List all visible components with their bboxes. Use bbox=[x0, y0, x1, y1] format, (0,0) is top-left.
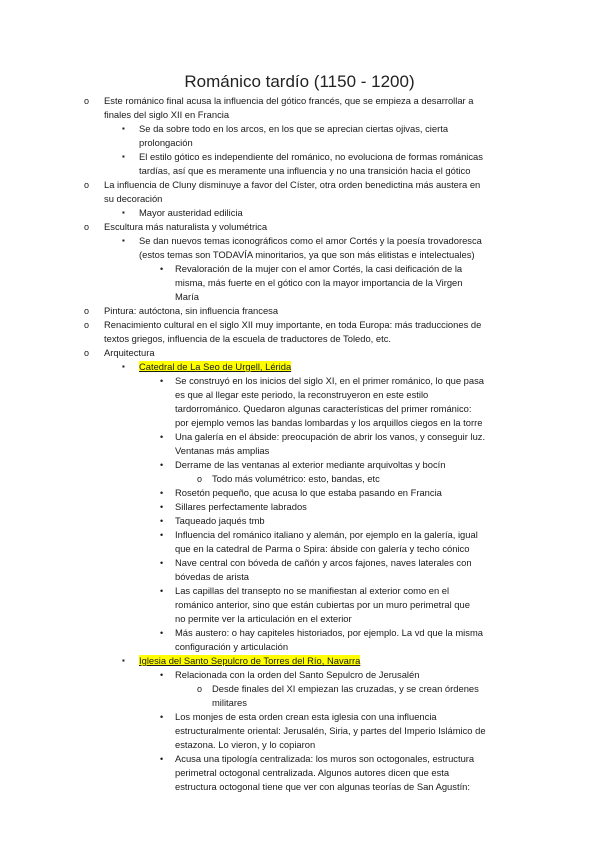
circle-bullet: o bbox=[84, 348, 90, 358]
text-line: textos griegos, influencia de la escuela de traductores de Toledo, etc. bbox=[104, 333, 391, 344]
circle-bullet: o bbox=[84, 320, 90, 330]
dot-bullet: • bbox=[160, 502, 164, 512]
text-line: Rosetón pequeño, que acusa lo que estaba pasando en Francia bbox=[175, 487, 442, 498]
text-line: estructuralmente oriental: Jerusalén, Siria, y partes del Imperio Islámico de bbox=[175, 725, 486, 736]
text-line: Pintura: autóctona, sin influencia francesa bbox=[104, 305, 279, 316]
text-line: Taqueado jaqués tmb bbox=[175, 515, 265, 526]
square-bullet: ▪ bbox=[122, 208, 125, 217]
square-bullet: ▪ bbox=[122, 152, 125, 161]
text-line: Nave central con bóveda de cañón y arcos fajones, naves laterales con bbox=[175, 557, 472, 568]
text-line: por ejemplo vemos las bandas lombardas y los arquillos ciegos en la torre bbox=[175, 417, 483, 428]
heading-text: Catedral de La Seo de Urgell, Lérida bbox=[139, 361, 292, 372]
square-bullet: ▪ bbox=[122, 124, 125, 133]
circle-bullet: o bbox=[84, 306, 90, 316]
text-line: Influencia del románico italiano y alemán, por ejemplo en la galería, igual bbox=[175, 529, 478, 540]
text-line: tardías, así que es meramente una influencia y no una transición hacia el gótico bbox=[139, 165, 471, 176]
text-line: Se construyó en los inicios del siglo XI, en el primer románico, lo que pasa bbox=[175, 375, 485, 386]
text-line: su decoración bbox=[104, 193, 163, 204]
text-line: bóvedas de arista bbox=[175, 571, 250, 582]
dot-bullet: • bbox=[160, 376, 164, 386]
text-line: románico anterior, sino que están cubiertas por un muro perimetral que bbox=[175, 599, 470, 610]
dot-bullet: • bbox=[160, 754, 164, 764]
text-line: Mayor austeridad edilicia bbox=[139, 207, 243, 218]
text-line: Todo más volumétrico: esto, bandas, etc bbox=[212, 473, 380, 484]
text-line: estazona. Lo vieron, y lo copiaron bbox=[175, 739, 316, 750]
text-line: Derrame de las ventanas al exterior mediante arquivoltas y bocín bbox=[175, 459, 446, 470]
text-line: Sillares perfectamente labrados bbox=[175, 501, 307, 512]
dot-bullet: • bbox=[160, 432, 164, 442]
text-line: Ventanas más amplias bbox=[175, 445, 270, 456]
dot-bullet: • bbox=[160, 586, 164, 596]
text-line: misma, más fuerte en el gótico con la mayor importancia de la Virgen bbox=[175, 277, 463, 288]
text-line: Los monjes de esta orden crean esta iglesia con una influencia bbox=[175, 711, 437, 722]
text-line: configuración y articulación bbox=[175, 641, 289, 652]
text-line: Arquitectura bbox=[104, 347, 155, 358]
text-line: tardorrománico. Quedaron algunas características del primer románico: bbox=[175, 403, 472, 414]
text-line: Relacionada con la orden del Santo Sepulcro de Jerusalén bbox=[175, 669, 420, 680]
text-line: Las capillas del transepto no se manifiestan al exterior como en el bbox=[175, 585, 450, 596]
text-line: perimetral octogonal centralizada. Algunos autores dicen que esta bbox=[175, 767, 450, 778]
circle-bullet: o bbox=[197, 684, 203, 694]
text-line: Desde finales del XI empiezan las cruzadas, y se crean órdenes bbox=[212, 683, 479, 694]
circle-bullet: o bbox=[84, 222, 90, 232]
text-line: El estilo gótico es independiente del románico, no evoluciona de formas románicas bbox=[139, 151, 483, 162]
dot-bullet: • bbox=[160, 530, 164, 540]
dot-bullet: • bbox=[160, 712, 164, 722]
text-line: que en la catedral de Parma o Spira: ábside con galería y techo cónico bbox=[175, 543, 470, 554]
text-line: finales del siglo XII en Francia bbox=[104, 109, 230, 120]
dot-bullet: • bbox=[160, 670, 164, 680]
text-line: Una galería en el ábside: preocupación de abrir los vanos, y conseguir luz. bbox=[175, 431, 486, 442]
square-bullet: ▪ bbox=[122, 656, 125, 665]
text-line: Revaloración de la mujer con el amor Cortés, la casi deificación de la bbox=[175, 263, 463, 274]
text-line: estructura octogonal tiene que ver con algunas teorías de San Agustín: bbox=[175, 781, 470, 792]
page-title: Románico tardío (1150 - 1200) bbox=[184, 72, 415, 91]
text-line: (estos temas son TODAVÍA minoritarios, ya que son más elitistas e intelectuales) bbox=[139, 249, 475, 260]
dot-bullet: • bbox=[160, 264, 164, 274]
text-line: prolongación bbox=[139, 137, 193, 148]
text-line: Se dan nuevos temas iconográficos como el amor Cortés y la poesía trovadoresca bbox=[139, 235, 482, 246]
text-line: Más austero: o hay capiteles historiados, por ejemplo. La vd que la misma bbox=[175, 627, 483, 638]
text-line: María bbox=[175, 291, 199, 302]
heading-text: Iglesia del Santo Sepulcro de Torres del Río, Navarra bbox=[139, 655, 361, 666]
square-bullet: ▪ bbox=[122, 236, 125, 245]
dot-bullet: • bbox=[160, 516, 164, 526]
text-line: Renacimiento cultural en el siglo XII muy importante, en toda Europa: más traducciones de bbox=[104, 319, 482, 330]
circle-bullet: o bbox=[84, 180, 90, 190]
dot-bullet: • bbox=[160, 460, 164, 470]
dot-bullet: • bbox=[160, 628, 164, 638]
dot-bullet: • bbox=[160, 488, 164, 498]
text-line: es que al llegar este periodo, la reconstruyeron en este estilo bbox=[175, 389, 429, 400]
dot-bullet: • bbox=[160, 558, 164, 568]
square-bullet: ▪ bbox=[122, 362, 125, 371]
circle-bullet: o bbox=[197, 474, 203, 484]
text-line: La influencia de Cluny disminuye a favor del Císter, otra orden benedictina más austera en bbox=[104, 179, 481, 190]
circle-bullet: o bbox=[84, 96, 90, 106]
text-line: militares bbox=[212, 697, 247, 708]
text-line: no permite ver la articulación en el exterior bbox=[175, 613, 352, 624]
text-line: Acusa una tipología centralizada: los muros son octogonales, estructura bbox=[175, 753, 475, 764]
text-line: Se da sobre todo en los arcos, en los que se aprecian ciertas ojivas, cierta bbox=[139, 123, 449, 134]
highlighted-heading bbox=[139, 654, 360, 668]
highlighted-heading bbox=[139, 360, 291, 374]
text-line: Escultura más naturalista y volumétrica bbox=[104, 221, 268, 232]
text-line: Este románico final acusa la influencia del gótico francés, que se empieza a desarrollar a bbox=[104, 95, 474, 106]
